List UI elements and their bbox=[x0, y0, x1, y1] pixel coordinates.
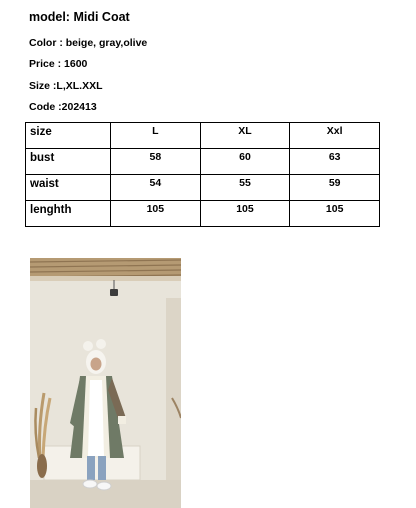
ceiling-beam bbox=[30, 276, 181, 281]
code-line: Code :202413 bbox=[29, 101, 97, 113]
product-photo bbox=[30, 258, 181, 508]
header-cell: Xxl bbox=[290, 123, 380, 149]
table-row bbox=[26, 175, 380, 201]
table-header-row bbox=[26, 123, 380, 149]
table-cell: 105 bbox=[290, 201, 380, 227]
table-cell: 105 bbox=[200, 201, 290, 227]
table-row bbox=[26, 201, 380, 227]
pompom-right bbox=[96, 339, 106, 349]
row-label-cell: bust bbox=[26, 149, 111, 175]
model-wearing-coat-illustration bbox=[30, 258, 181, 508]
table-cell: 63 bbox=[290, 149, 380, 175]
header-cell: L bbox=[111, 123, 201, 149]
size-line: Size :L,XL.XXL bbox=[29, 80, 103, 92]
sneaker-left bbox=[83, 480, 97, 488]
table-cell: 55 bbox=[200, 175, 290, 201]
table-cell: 54 bbox=[111, 175, 201, 201]
face bbox=[91, 358, 102, 371]
header-cell: XL bbox=[200, 123, 290, 149]
size-table bbox=[25, 122, 380, 227]
table-cell: 105 bbox=[111, 201, 201, 227]
header-cell: size bbox=[26, 123, 111, 149]
lamp-icon bbox=[110, 289, 118, 296]
table-cell: 60 bbox=[200, 149, 290, 175]
jeans-right bbox=[98, 456, 106, 480]
vase bbox=[37, 454, 47, 478]
wall-edge bbox=[166, 298, 181, 488]
table-cell: 58 bbox=[111, 149, 201, 175]
pompom-left bbox=[83, 341, 93, 351]
jeans-left bbox=[87, 456, 95, 480]
row-label-cell: waist bbox=[26, 175, 111, 201]
dress bbox=[88, 380, 104, 456]
cuff-right bbox=[118, 416, 126, 424]
price-line: Price : 1600 bbox=[29, 58, 88, 70]
table-row bbox=[26, 149, 380, 175]
color-line: Color : beige, gray,olive bbox=[29, 37, 148, 49]
model-line: model: Midi Coat bbox=[29, 10, 130, 24]
sneaker-right bbox=[97, 482, 111, 490]
row-label-cell: lenghth bbox=[26, 201, 111, 227]
table-cell: 59 bbox=[290, 175, 380, 201]
